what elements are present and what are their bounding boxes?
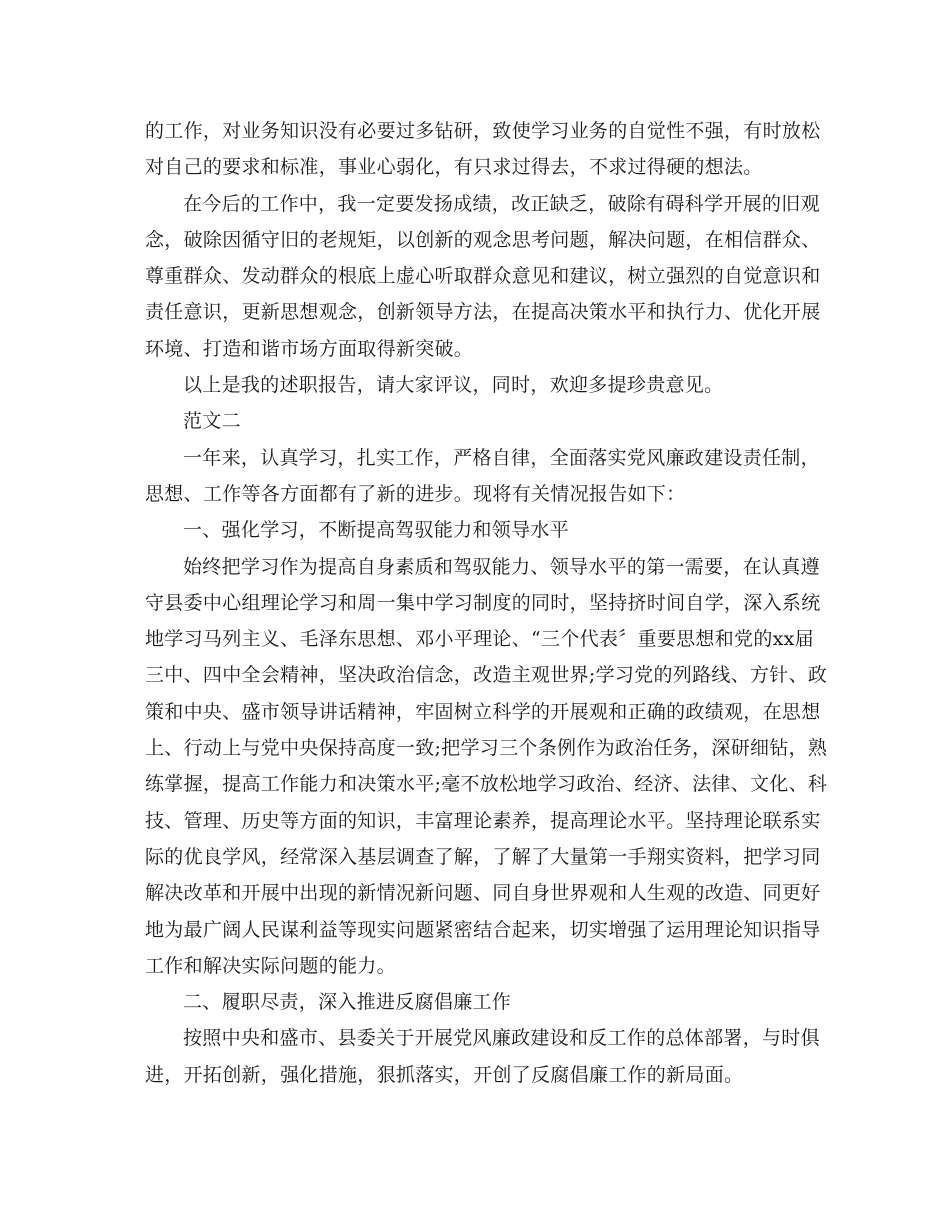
text-line: 策和中央、盛市领导讲话精神，牢固树立科学的开展观和正确的政绩观，在思想 — [145, 700, 821, 723]
text-line: 地学习马列主义、毛泽东思想、邓小平理论、“三个代表〞重要思想和党的xx届 — [145, 628, 814, 651]
text-line: 际的优良学风，经常深入基层调查了解，了解了大量第一手翔实资料，把学习同 — [145, 845, 821, 868]
text-line: 工作和解决实际问题的能力。 — [145, 954, 396, 977]
text-line: 的工作，对业务知识没有必要过多钻研，致使学习业务的自觉性不强，有时放松 — [145, 120, 821, 142]
text-line: 念，破除因循守旧的老规矩，以创新的观念思考问题，解决问题，在相信群众、 — [145, 228, 821, 251]
text-line: 上、行动上与党中央保持高度一致;把学习三个条例作为政治任务，深研细钻，熟 — [145, 737, 828, 760]
paragraph-first-line: 以上是我的述职报告，请大家评议，同时，欢迎多提珍贵意见。 — [183, 374, 724, 397]
section-heading: 二、履职尽责，深入推进反腐倡廉工作 — [183, 991, 512, 1014]
paragraph-first-line: 在今后的工作中，我一定要发扬成绩，改正缺乏，破除有碍科学开展的旧观 — [183, 192, 820, 215]
paragraph-first-line: 始终把学习作为提高自身素质和驾驭能力、领导水平的第一需要，在认真遵 — [183, 555, 820, 578]
text-line: 三中、四中全会精神，坚决政治信念，改造主观世界;学习党的列路线、方针、政 — [145, 664, 828, 687]
section-heading: 一、强化学习，不断提高驾驭能力和领导水平 — [183, 519, 570, 542]
text-line: 练掌握，提高工作能力和决策水平;毫不放松地学习政治、经济、法律、文化、科 — [145, 773, 828, 796]
text-line: 进，开拓创新，强化措施，狠抓落实，开创了反腐倡廉工作的新局面。 — [145, 1063, 744, 1086]
paragraph-first-line: 按照中央和盛市、县委关于开展党风廉政建设和反工作的总体部署，与时俱 — [183, 1027, 820, 1050]
text-line: 守县委中心组理论学习和周一集中学习制度的同时，坚持挤时间自学，深入系统 — [145, 591, 821, 614]
document-body — [145, 113, 828, 1093]
paragraph-first-line: 一年来，认真学习，扎实工作，严格自律，全面落实党风廉政建设责任制， — [183, 446, 820, 469]
text-line: 对自己的要求和标准，事业心弱化，有只求过得去，不求过得硬的想法。 — [145, 156, 763, 179]
text-line: 地为最广阔人民谋利益等现实问题紧密结合起来，切实增强了运用理论知识指导 — [145, 918, 821, 941]
text-line: 技、管理、历史等方面的知识，丰富理论素养，提高理论水平。坚持理论联系实 — [145, 809, 821, 832]
text-line: 思想、工作等各方面都有了新的进步。现将有关情况报告如下： — [145, 482, 686, 505]
text-line: 环境、打造和谐市场方面取得新突破。 — [145, 337, 474, 360]
text-line: 责任意识，更新思想观念，创新领导方法，在提高决策水平和执行力、优化开展 — [145, 301, 821, 324]
section-heading: 范文二 — [183, 410, 241, 433]
text-line: 解决改革和开展中出现的新情况新问题、同自身世界观和人生观的改造、同更好 — [145, 882, 821, 905]
text-line: 尊重群众、发动群众的根底上虚心听取群众意见和建议，树立强烈的自觉意识和 — [145, 265, 821, 288]
